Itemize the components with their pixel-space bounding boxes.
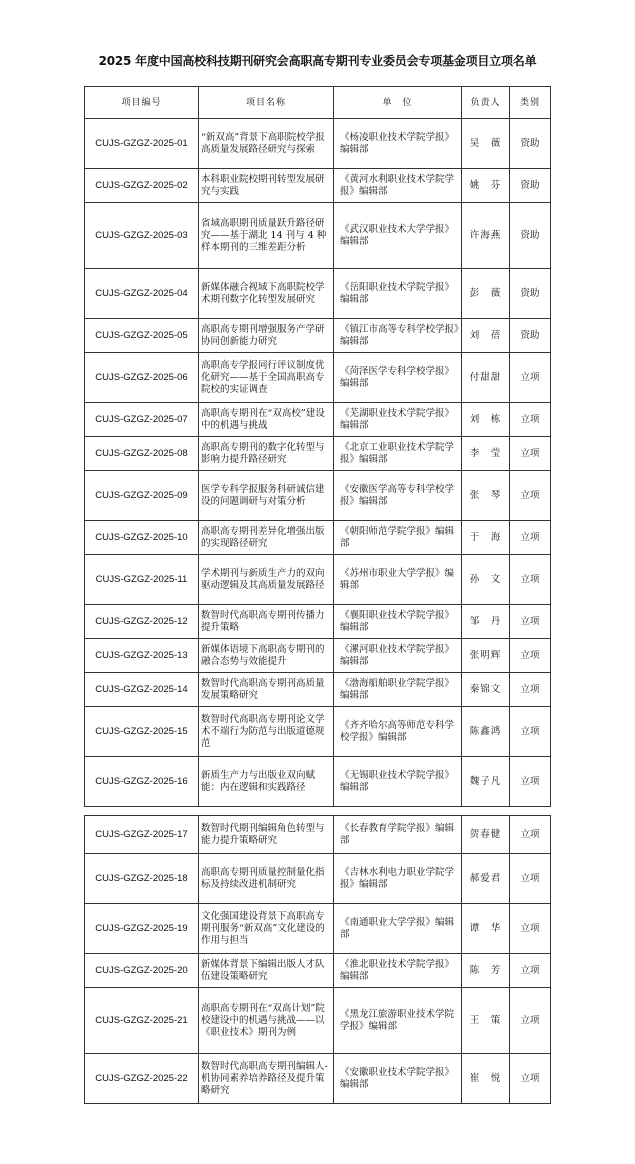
project-name: 学术期刊与新质生产力的双向驱动逻辑及其高质量发展路径 — [199, 555, 334, 605]
table-row — [85, 639, 551, 673]
table-row — [85, 437, 551, 471]
project-name: “新双高”背景下高职院校学报高质量发展路径研究与探索 — [199, 119, 334, 169]
project-name: 数智时代期刊编辑角色转型与能力提升策略研究 — [199, 816, 334, 854]
project-leader: 李 莹 — [462, 437, 510, 471]
project-category: 立项 — [510, 757, 551, 807]
project-code: CUJS-GZGZ-2025-09 — [85, 471, 199, 521]
project-leader: 姚 芬 — [462, 169, 510, 203]
project-leader: 孙 文 — [462, 555, 510, 605]
project-leader: 付甜甜 — [462, 353, 510, 403]
project-code: CUJS-GZGZ-2025-20 — [85, 954, 199, 988]
table-row — [85, 954, 551, 988]
project-name: 高职高专期刊的数字化转型与影响力提升路径研究 — [199, 437, 334, 471]
project-category: 立项 — [510, 1054, 551, 1104]
project-code: CUJS-GZGZ-2025-18 — [85, 854, 199, 904]
project-leader: 贺春健 — [462, 816, 510, 854]
project-unit: 《安徽医学高等专科学校学报》编辑部 — [334, 471, 462, 521]
project-category: 立项 — [510, 403, 551, 437]
header-leader: 负责人 — [462, 87, 510, 119]
project-leader: 刘 蓓 — [462, 319, 510, 353]
project-unit: 《安徽职业技术学院学报》编辑部 — [334, 1054, 462, 1104]
project-name: 文化强国建设背景下高职高专期刊服务“新双高”文化建设的作用与担当 — [199, 904, 334, 954]
project-unit: 《北京工业职业技术学院学报》编辑部 — [334, 437, 462, 471]
project-leader: 魏子凡 — [462, 757, 510, 807]
header-code: 项目编号 — [85, 87, 199, 119]
project-category: 立项 — [510, 904, 551, 954]
project-unit: 《淮北职业技术学院学报》编辑部 — [334, 954, 462, 988]
project-code: CUJS-GZGZ-2025-07 — [85, 403, 199, 437]
project-leader: 谭 华 — [462, 904, 510, 954]
project-name: 高职高专期刊在“双高校”建设中的机遇与挑战 — [199, 403, 334, 437]
project-leader: 崔 悦 — [462, 1054, 510, 1104]
project-unit: 《齐齐哈尔高等师范专科学校学报》编辑部 — [334, 707, 462, 757]
project-code: CUJS-GZGZ-2025-19 — [85, 904, 199, 954]
project-name: 新媒体背景下编辑出版人才队伍建设策略研究 — [199, 954, 334, 988]
table-row — [85, 854, 551, 904]
table-row — [85, 169, 551, 203]
table-row — [85, 521, 551, 555]
project-category: 立项 — [510, 555, 551, 605]
project-name: 高职高专学报同行评议制度优化研究——基于全国高职高专院校的实证调查 — [199, 353, 334, 403]
project-code: CUJS-GZGZ-2025-06 — [85, 353, 199, 403]
project-category: 资助 — [510, 119, 551, 169]
project-unit: 《苏州市职业大学学报》编辑部 — [334, 555, 462, 605]
project-leader: 吴 薇 — [462, 119, 510, 169]
table-row — [85, 471, 551, 521]
project-table-continued — [84, 815, 551, 1104]
project-code: CUJS-GZGZ-2025-02 — [85, 169, 199, 203]
project-table — [84, 86, 551, 807]
project-unit: 《吉林水利电力职业学院学报》编辑部 — [334, 854, 462, 904]
project-category: 立项 — [510, 988, 551, 1054]
project-leader: 彭 薇 — [462, 269, 510, 319]
table-row — [85, 707, 551, 757]
table-row — [85, 319, 551, 353]
project-code: CUJS-GZGZ-2025-13 — [85, 639, 199, 673]
project-unit: 《武汉职业技术大学学报》编辑部 — [334, 203, 462, 269]
project-leader: 秦锦文 — [462, 673, 510, 707]
project-name: 医学专科学报服务科研诚信建设的问题调研与对策分析 — [199, 471, 334, 521]
project-category: 立项 — [510, 605, 551, 639]
project-unit: 《杨凌职业技术学院学报》编辑部 — [334, 119, 462, 169]
table-row — [85, 988, 551, 1054]
project-leader: 刘 栋 — [462, 403, 510, 437]
table-row — [85, 555, 551, 605]
table-row — [85, 403, 551, 437]
table-row — [85, 353, 551, 403]
project-code: CUJS-GZGZ-2025-14 — [85, 673, 199, 707]
project-unit: 《长春教育学院学报》编辑部 — [334, 816, 462, 854]
table-row — [85, 757, 551, 807]
project-leader: 郝爱君 — [462, 854, 510, 904]
project-leader: 张 琴 — [462, 471, 510, 521]
project-code: CUJS-GZGZ-2025-22 — [85, 1054, 199, 1104]
project-leader: 王 策 — [462, 988, 510, 1054]
project-category: 立项 — [510, 471, 551, 521]
project-code: CUJS-GZGZ-2025-12 — [85, 605, 199, 639]
project-leader: 邹 丹 — [462, 605, 510, 639]
project-unit: 《无锡职业技术学院学报》编辑部 — [334, 757, 462, 807]
project-code: CUJS-GZGZ-2025-15 — [85, 707, 199, 757]
project-unit: 《襄阳职业技术学院学报》编辑部 — [334, 605, 462, 639]
page-title: 2025 年度中国高校科技期刊研究会高职高专期刊专业委员会专项基金项目立项名单 — [98, 54, 537, 68]
project-category: 资助 — [510, 203, 551, 269]
table-row — [85, 1054, 551, 1104]
project-name: 数智时代高职高专期刊论文学术不端行为防范与出版道德规范 — [199, 707, 334, 757]
project-name: 高职高专期刊质量控制量化指标及持续改进机制研究 — [199, 854, 334, 904]
project-leader: 张明辉 — [462, 639, 510, 673]
table-header-row — [85, 87, 551, 119]
table-row — [85, 904, 551, 954]
header-unit: 单 位 — [334, 87, 462, 119]
project-unit: 《芜湖职业技术学院学报》编辑部 — [334, 403, 462, 437]
project-category: 立项 — [510, 673, 551, 707]
header-name: 项目名称 — [199, 87, 334, 119]
project-category: 立项 — [510, 353, 551, 403]
project-category: 立项 — [510, 854, 551, 904]
project-code: CUJS-GZGZ-2025-10 — [85, 521, 199, 555]
project-code: CUJS-GZGZ-2025-16 — [85, 757, 199, 807]
project-code: CUJS-GZGZ-2025-08 — [85, 437, 199, 471]
project-name: 高职高专期刊在“双高计划”院校建设中的机遇与挑战——以《职业技术》期刊为例 — [199, 988, 334, 1054]
project-leader: 于 海 — [462, 521, 510, 555]
table-row — [85, 605, 551, 639]
project-unit: 《黑龙江旅游职业技术学院学报》编辑部 — [334, 988, 462, 1054]
project-code: CUJS-GZGZ-2025-01 — [85, 119, 199, 169]
project-name: 本科职业院校期刊转型发展研究与实践 — [199, 169, 334, 203]
project-unit: 《南通职业大学学报》编辑部 — [334, 904, 462, 954]
table-row — [85, 816, 551, 854]
project-name: 数智时代高职高专期刊高质量发展策略研究 — [199, 673, 334, 707]
project-code: CUJS-GZGZ-2025-03 — [85, 203, 199, 269]
project-name: 高职高专期刊差异化增强出版的实现路径研究 — [199, 521, 334, 555]
project-leader: 许海燕 — [462, 203, 510, 269]
project-name: 高职高专期刊增强服务产学研协同创新能力研究 — [199, 319, 334, 353]
project-unit: 《镇江市高等专科学校学报》编辑部 — [334, 319, 462, 353]
project-category: 立项 — [510, 707, 551, 757]
project-code: CUJS-GZGZ-2025-21 — [85, 988, 199, 1054]
project-unit: 《渤海船舶职业学院学报》编辑部 — [334, 673, 462, 707]
project-unit: 《朝阳师范学院学报》编辑部 — [334, 521, 462, 555]
project-name: 新媒体融合视域下高职院校学术期刊数字化转型发展研究 — [199, 269, 334, 319]
project-category: 立项 — [510, 437, 551, 471]
project-code: CUJS-GZGZ-2025-05 — [85, 319, 199, 353]
project-leader: 陈 芳 — [462, 954, 510, 988]
project-code: CUJS-GZGZ-2025-11 — [85, 555, 199, 605]
header-category: 类别 — [510, 87, 551, 119]
project-category: 立项 — [510, 816, 551, 854]
project-code: CUJS-GZGZ-2025-04 — [85, 269, 199, 319]
project-category: 立项 — [510, 639, 551, 673]
project-name: 省域高职期刊质量跃升路径研究——基于湖北 14 刊与 4 种样本期刊的三维差距分析 — [199, 203, 334, 269]
project-category: 资助 — [510, 319, 551, 353]
project-unit: 《岳阳职业技术学院学报》编辑部 — [334, 269, 462, 319]
project-category: 资助 — [510, 269, 551, 319]
project-leader: 陈鑫鸿 — [462, 707, 510, 757]
project-name: 数智时代高职高专期刊编辑人-机协同素养培养路径及提升策略研究 — [199, 1054, 334, 1104]
project-name: 新媒体语境下高职高专期刊的融合态势与效能提升 — [199, 639, 334, 673]
table-row — [85, 269, 551, 319]
project-unit: 《黄河水利职业技术学院学报》编辑部 — [334, 169, 462, 203]
table-row — [85, 119, 551, 169]
project-category: 资助 — [510, 169, 551, 203]
project-name: 数智时代高职高专期刊传播力提升策略 — [199, 605, 334, 639]
project-name: 新质生产力与出版业双向赋能：内在逻辑和实践路径 — [199, 757, 334, 807]
project-code: CUJS-GZGZ-2025-17 — [85, 816, 199, 854]
project-category: 立项 — [510, 521, 551, 555]
project-unit: 《漯河职业技术学院学报》编辑部 — [334, 639, 462, 673]
table-row — [85, 673, 551, 707]
table-row — [85, 203, 551, 269]
project-unit: 《菏泽医学专科学校学报》编辑部 — [334, 353, 462, 403]
project-category: 立项 — [510, 954, 551, 988]
